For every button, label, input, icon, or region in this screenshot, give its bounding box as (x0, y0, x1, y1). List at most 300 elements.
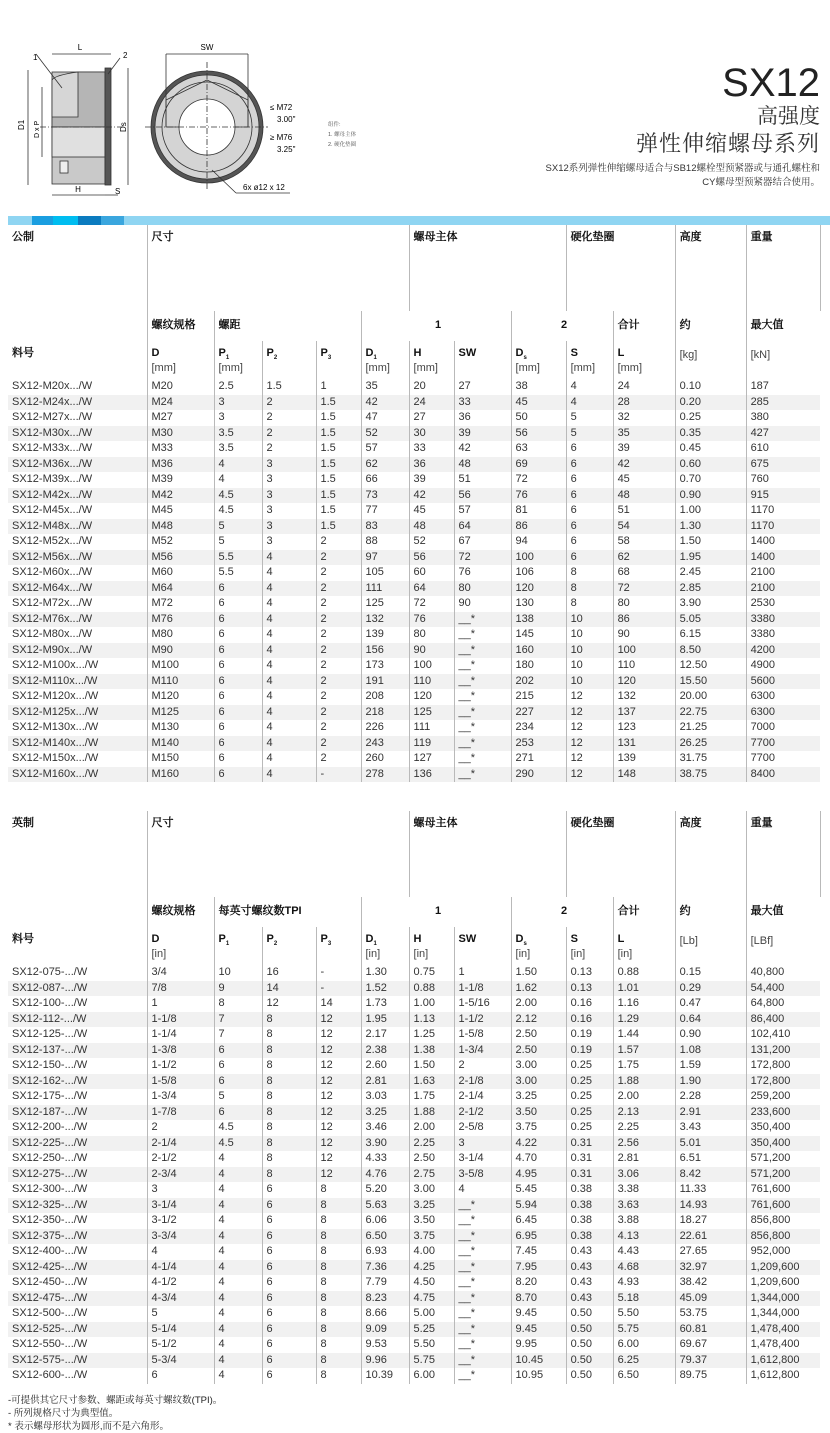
column-symbol: H (413, 933, 422, 945)
table-cell: 1.95 (675, 550, 746, 566)
table-cell: 6 (262, 1337, 316, 1353)
table-cell: 1.73 (361, 996, 409, 1012)
table-cell: 1.95 (361, 1012, 409, 1028)
table-cell: 12 (566, 720, 613, 736)
column-unit: [in] (365, 948, 381, 960)
table-cell: 2 (316, 705, 361, 721)
table-cell: 4 (214, 1353, 262, 1369)
part-number-cell: SX12-275-.../W (8, 1167, 147, 1183)
table-cell: 90 (409, 643, 454, 659)
table-cell: 380 (746, 410, 820, 426)
table-cell: 10 (566, 643, 613, 659)
table-cell: 5-3/4 (147, 1353, 214, 1369)
table-cell: 4 (262, 627, 316, 643)
table-cell: 1.5 (316, 519, 361, 535)
table-cell: 56 (511, 426, 566, 442)
table-cell: M140 (147, 736, 214, 752)
column-header (746, 341, 820, 379)
table-cell: 1.50 (511, 965, 566, 981)
column-header (361, 341, 409, 379)
table-cell: 8.42 (675, 1167, 746, 1183)
table-cell: 0.38 (566, 1198, 613, 1214)
table-cell: 15.50 (675, 674, 746, 690)
table-cell: 2-5/8 (454, 1120, 511, 1136)
column-subscript: 1 (225, 355, 230, 362)
table-cell: 125 (409, 705, 454, 721)
table-cell: 10.95 (511, 1368, 566, 1384)
table-cell: 24 (409, 395, 454, 411)
table-cell: 6 (214, 658, 262, 674)
table-cell: 3.88 (613, 1213, 675, 1229)
table-cell: 81 (511, 503, 566, 519)
table-cell: 0.29 (675, 981, 746, 997)
column-symbol: D (515, 933, 524, 945)
table-cell: 6.00 (409, 1368, 454, 1384)
table-cell: M56 (147, 550, 214, 566)
table-cell: 1.08 (675, 1043, 746, 1059)
header-weight: 重量 (746, 811, 820, 897)
table-cell: __* (454, 658, 511, 674)
table-row (8, 1198, 820, 1214)
table-cell: __* (454, 612, 511, 628)
table-cell: 0.19 (566, 1027, 613, 1043)
table-row (8, 1291, 820, 1307)
table-cell: 110 (613, 658, 675, 674)
table-cell: 0.16 (566, 1012, 613, 1028)
header-part-2: 2 (511, 897, 613, 927)
table-cell: 6 (566, 503, 613, 519)
table-cell: 4 (214, 1151, 262, 1167)
table-cell: 1.38 (409, 1043, 454, 1059)
column-header (409, 341, 454, 379)
table-cell: 2530 (746, 596, 820, 612)
table-cell: 4 (262, 612, 316, 628)
table-cell: 173 (361, 658, 409, 674)
table-cell: 10.45 (511, 1353, 566, 1369)
table-cell: 106 (511, 565, 566, 581)
table-cell: 4.70 (511, 1151, 566, 1167)
column-unit: [kN] (750, 349, 771, 361)
table-cell: 1.62 (511, 981, 566, 997)
part-number-cell: SX12-500-.../W (12, 1307, 88, 1319)
table-cell: M80 (147, 627, 214, 643)
product-subtitle-1: 高强度 (757, 105, 820, 128)
table-cell: 0.19 (566, 1043, 613, 1059)
table-cell: M150 (147, 751, 214, 767)
part-number-cell: SX12-M27x.../W (12, 411, 93, 423)
part-number-cell: SX12-550-.../W (12, 1338, 88, 1350)
table-row (8, 674, 820, 690)
header-weight: 重量 (746, 225, 820, 311)
table-cell: 12 (566, 767, 613, 783)
table-cell: __* (454, 1353, 511, 1369)
table-cell: 1-1/2 (454, 1012, 511, 1028)
table-cell: 4 (214, 1368, 262, 1384)
table-cell: 60 (409, 565, 454, 581)
table-cell: __* (454, 627, 511, 643)
column-header (675, 341, 746, 379)
section-color-bar (8, 216, 830, 225)
table-cell: 2 (316, 689, 361, 705)
part-number-cell: SX12-M24x.../W (8, 395, 147, 411)
table-cell: M60 (147, 565, 214, 581)
table-cell: 6 (566, 550, 613, 566)
table-cell: 45.09 (675, 1291, 746, 1307)
table-cell: 2 (316, 643, 361, 659)
table-cell: 3 (454, 1136, 511, 1152)
table-row (8, 1213, 820, 1229)
table-cell: 7000 (746, 720, 820, 736)
table-cell: 1,612,800 (746, 1353, 820, 1369)
table-cell: 1-3/4 (147, 1089, 214, 1105)
description-line-1: SX12系列弹性伸缩螺母适合与SB12螺栓型预紧器或与通孔螺柱和 (545, 163, 820, 174)
table-cell: 2 (316, 550, 361, 566)
table-cell: 8 (262, 1058, 316, 1074)
table-cell: 4 (262, 550, 316, 566)
table-row (8, 488, 820, 504)
table-cell: 0.50 (566, 1306, 613, 1322)
table-row (8, 581, 820, 597)
table-cell: 6.15 (675, 627, 746, 643)
part-number-cell: SX12-M39x.../W (12, 473, 93, 485)
table-cell: __* (454, 751, 511, 767)
table-row (8, 472, 820, 488)
table-row (8, 965, 820, 981)
table-cell: 6 (262, 1322, 316, 1338)
table-cell: 8.20 (511, 1275, 566, 1291)
table-cell: 5 (214, 519, 262, 535)
table-cell: 1.13 (409, 1012, 454, 1028)
table-cell: 48 (613, 488, 675, 504)
table-cell: 7.36 (361, 1260, 409, 1276)
table-cell: 761,600 (746, 1198, 820, 1214)
table-cell: __* (454, 1368, 511, 1384)
table-cell: 80 (613, 596, 675, 612)
table-cell: 4.5 (214, 1136, 262, 1152)
table-cell: 8 (316, 1368, 361, 1384)
table-cell: 6 (262, 1368, 316, 1384)
table-cell: 5.00 (409, 1306, 454, 1322)
label-SW: SW (200, 43, 214, 52)
table-cell: 1.00 (409, 996, 454, 1012)
table-cell: 64 (409, 581, 454, 597)
table-cell: 3.00 (511, 1058, 566, 1074)
table-cell: 8.66 (361, 1306, 409, 1322)
table-cell: 4 (214, 1337, 262, 1353)
table-cell: 8 (566, 596, 613, 612)
nut-technical-drawing (0, 30, 420, 210)
table-cell: 33 (409, 441, 454, 457)
table-cell: 4 (262, 565, 316, 581)
column-header (316, 927, 361, 965)
column-header (511, 341, 566, 379)
table-cell: 2 (316, 720, 361, 736)
table-cell: M33 (147, 441, 214, 457)
table-cell: 48 (409, 519, 454, 535)
column-symbol: P (218, 933, 226, 945)
table-cell: 62 (613, 550, 675, 566)
header-system: 英制 (12, 817, 34, 829)
table-cell: 76 (511, 488, 566, 504)
table-cell: 11.33 (675, 1182, 746, 1198)
table-cell: 5 (214, 1089, 262, 1105)
table-cell: 54,400 (746, 981, 820, 997)
table-cell: 2-3/4 (147, 1167, 214, 1183)
table-cell: 6 (262, 1353, 316, 1369)
bar-segment (78, 216, 101, 225)
table-cell: 8 (316, 1306, 361, 1322)
column-unit: [mm] (515, 362, 540, 374)
column-symbol: P (266, 347, 274, 359)
table-cell: 111 (409, 720, 454, 736)
part-number-cell: SX12-M64x.../W (8, 581, 147, 597)
table-cell: 3.03 (361, 1089, 409, 1105)
table-cell: 4900 (746, 658, 820, 674)
table-cell: 2 (147, 1120, 214, 1136)
part-number-cell: SX12-M36x.../W (8, 457, 147, 473)
table-cell: 8 (262, 1151, 316, 1167)
table-cell: 9.53 (361, 1337, 409, 1353)
table-cell: 4 (454, 1182, 511, 1198)
table-cell: 0.31 (566, 1151, 613, 1167)
table-row (8, 751, 820, 767)
label-1: 1 (33, 53, 38, 62)
legend-title: 组件: (328, 122, 341, 128)
table-cell: 0.13 (566, 981, 613, 997)
table-cell: 4 (214, 1306, 262, 1322)
column-subscript: 3 (327, 941, 332, 948)
table-cell: 8 (316, 1198, 361, 1214)
table-row (8, 705, 820, 721)
header-part-2: 2 (511, 311, 613, 341)
table-cell: 4 (262, 720, 316, 736)
label-Ds: Ds (119, 122, 128, 132)
table-cell: 3 (262, 503, 316, 519)
table-cell: 610 (746, 441, 820, 457)
table-cell: 35 (361, 379, 409, 395)
table-cell: 12 (316, 1043, 361, 1059)
label-S: S (115, 187, 121, 196)
table-cell: 1.16 (613, 996, 675, 1012)
table-cell: 22.61 (675, 1229, 746, 1245)
table-cell: 67 (454, 534, 511, 550)
table-cell: 56 (409, 550, 454, 566)
column-unit: [in] (617, 948, 633, 960)
table-cell: 45 (511, 395, 566, 411)
table-cell: 856,800 (746, 1213, 820, 1229)
table-cell: 6 (214, 1105, 262, 1121)
column-symbol: P (266, 933, 274, 945)
footnote: * 表示螺母形状为圆形,而不是六角形。 (8, 1420, 169, 1432)
table-cell: 571,200 (746, 1151, 820, 1167)
table-row (8, 736, 820, 752)
table-cell: 12 (316, 1074, 361, 1090)
part-number-cell: SX12-M160x.../W (8, 767, 147, 783)
front-view (145, 54, 290, 193)
table-cell: 3 (262, 488, 316, 504)
part-number-cell: SX12-M130x.../W (12, 721, 99, 733)
table-cell: 10 (566, 612, 613, 628)
table-cell: 8.70 (511, 1291, 566, 1307)
table-cell: 3.5 (214, 426, 262, 442)
table-cell: 234 (511, 720, 566, 736)
table-cell: 2 (316, 596, 361, 612)
table-cell: 350,400 (746, 1136, 820, 1152)
table-cell: 2 (262, 410, 316, 426)
table-cell: 0.15 (675, 965, 746, 981)
table-cell: 24 (613, 379, 675, 395)
table-cell: __* (454, 1337, 511, 1353)
table-cell: M64 (147, 581, 214, 597)
column-symbol: D (151, 933, 160, 945)
header-total: 合计 (613, 311, 675, 341)
table-cell: 14 (262, 981, 316, 997)
table-cell: 1.25 (409, 1027, 454, 1043)
table-cell: 8 (316, 1244, 361, 1260)
table-cell: 6.00 (613, 1337, 675, 1353)
table-cell: 571,200 (746, 1167, 820, 1183)
table-cell: 4 (214, 457, 262, 473)
column-subscript: s (523, 355, 527, 362)
header-max: 最大值 (746, 311, 820, 341)
table-row (8, 457, 820, 473)
column-symbol: S (570, 933, 578, 945)
table-cell: __* (454, 1291, 511, 1307)
table-cell: - (316, 981, 361, 997)
table-cell: 4 (147, 1244, 214, 1260)
table-cell: 77 (361, 503, 409, 519)
table-cell: M48 (147, 519, 214, 535)
table-cell: 187 (746, 379, 820, 395)
table-cell: 3-5/8 (454, 1167, 511, 1183)
header-pitch: 每英寸螺纹数TPI (214, 897, 361, 927)
table-cell: 119 (409, 736, 454, 752)
column-subscript: 1 (225, 941, 230, 948)
table-cell: 0.25 (566, 1058, 613, 1074)
table-cell: 6 (214, 751, 262, 767)
table-cell: 2.50 (511, 1027, 566, 1043)
table-cell: 6 (214, 643, 262, 659)
table-cell: 1-1/4 (147, 1027, 214, 1043)
table-cell: 9.95 (511, 1337, 566, 1353)
table-cell: 3.90 (675, 596, 746, 612)
table-cell: 27 (409, 410, 454, 426)
header-approx: 约 (675, 311, 746, 341)
column-unit: [in] (515, 948, 531, 960)
table-cell: 12 (566, 689, 613, 705)
part-number-cell: SX12-475-.../W (8, 1291, 147, 1307)
table-cell: 63 (511, 441, 566, 457)
table-cell: 8 (262, 1074, 316, 1090)
table-cell: 3.63 (613, 1198, 675, 1214)
table-cell: 42 (454, 441, 511, 457)
table-cell: 233,600 (746, 1105, 820, 1121)
table-cell: 2.45 (675, 565, 746, 581)
table-cell: 27 (454, 379, 511, 395)
table-cell: 4.5 (214, 503, 262, 519)
table-row (8, 395, 820, 411)
table-cell: 2.75 (409, 1167, 454, 1183)
table-cell: 12 (316, 1027, 361, 1043)
table-cell: 102,410 (746, 1027, 820, 1043)
table-cell: 10 (566, 658, 613, 674)
table-cell: 1.5 (316, 410, 361, 426)
table-row (8, 410, 820, 426)
column-unit: [in] (151, 948, 167, 960)
table-cell: 39 (613, 441, 675, 457)
header-washer: 硬化垫圈 (566, 225, 675, 311)
table-cell: 3380 (746, 627, 820, 643)
table-cell: 0.25 (566, 1074, 613, 1090)
table-cell: 2 (454, 1058, 511, 1074)
table-row (8, 1089, 820, 1105)
table-row (8, 1322, 820, 1338)
table-cell: M120 (147, 689, 214, 705)
table-cell: 145 (511, 627, 566, 643)
table-cell: 2-1/4 (454, 1089, 511, 1105)
table-cell: 4 (214, 1182, 262, 1198)
table-cell: 5 (566, 410, 613, 426)
column-unit: [mm] (151, 362, 176, 374)
table-cell: 8 (262, 1167, 316, 1183)
table-cell: 0.13 (566, 965, 613, 981)
table-row (8, 627, 820, 643)
table-cell: 4 (214, 1198, 262, 1214)
table-cell: 3-3/4 (147, 1229, 214, 1245)
bar-segment (32, 216, 53, 225)
table-cell: 8 (316, 1353, 361, 1369)
table-row (8, 767, 820, 783)
table-cell: 8 (316, 1337, 361, 1353)
table-cell: 64,800 (746, 996, 820, 1012)
note-m72: ≤ M72 (270, 103, 293, 112)
table-cell: 6 (214, 581, 262, 597)
table-cell: 8 (262, 1012, 316, 1028)
part-number-cell: SX12-M100x.../W (12, 659, 99, 671)
legend-item-1: 1. 螺母主体 (328, 132, 357, 138)
table-row (8, 1012, 820, 1028)
table-cell: 7 (214, 1027, 262, 1043)
table-cell: 36 (409, 457, 454, 473)
part-number-cell: SX12-525-.../W (8, 1322, 147, 1338)
table-cell: 1.00 (675, 503, 746, 519)
table-cell: 1400 (746, 534, 820, 550)
table-cell: 139 (361, 627, 409, 643)
table-cell: 3.50 (409, 1213, 454, 1229)
table-cell: 4.13 (613, 1229, 675, 1245)
table-cell: 4.50 (409, 1275, 454, 1291)
header-part-1: 1 (361, 311, 511, 341)
table-cell: 760 (746, 472, 820, 488)
table-cell: 3 (147, 1182, 214, 1198)
table-cell: 3.38 (613, 1182, 675, 1198)
part-number-cell: SX12-M33x.../W (12, 442, 93, 454)
table-cell: 0.31 (566, 1167, 613, 1183)
note-325: 3.25" (277, 145, 296, 154)
table-cell: 1,612,800 (746, 1368, 820, 1384)
table-cell: 2 (316, 581, 361, 597)
header-pitch: 螺距 (214, 311, 361, 341)
table-cell: 12 (316, 1136, 361, 1152)
table-cell: 3-1/2 (147, 1213, 214, 1229)
table-cell: 9.09 (361, 1322, 409, 1338)
table-cell: 1.5 (316, 472, 361, 488)
table-cell: 0.38 (566, 1229, 613, 1245)
table-cell: 120 (511, 581, 566, 597)
table-cell: 1.90 (675, 1074, 746, 1090)
column-unit: [kg] (679, 349, 698, 361)
column-header (262, 927, 316, 965)
